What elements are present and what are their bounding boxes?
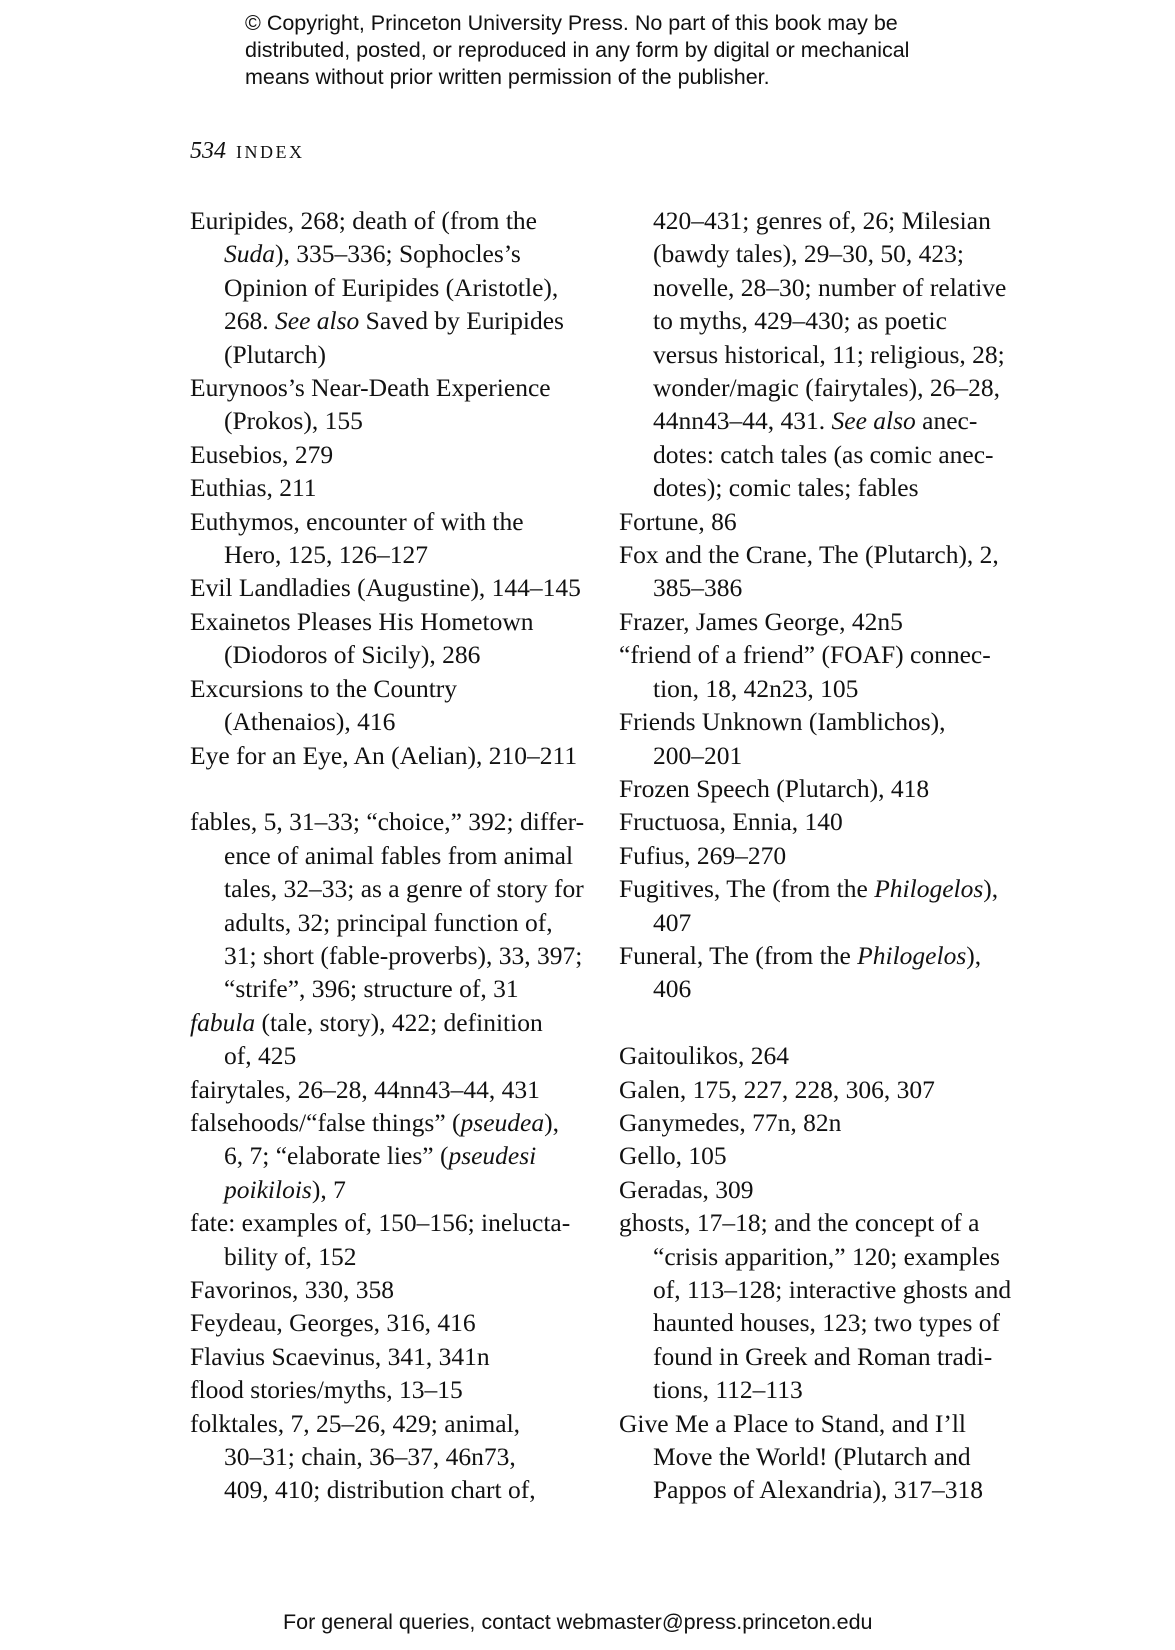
index-entry bbox=[619, 839, 1039, 872]
index-entry-line: dotes: catch tales (as comic anec- bbox=[653, 439, 994, 469]
index-entry-line: Frozen Speech (Plutarch), 418 bbox=[619, 773, 930, 803]
index-entry-line: Euthias, 211 bbox=[190, 473, 317, 503]
index-entry-line: 406 bbox=[653, 974, 692, 1004]
index-entry bbox=[190, 505, 600, 572]
index-column-left bbox=[190, 204, 600, 1507]
index-entry bbox=[619, 538, 1039, 605]
copyright-notice bbox=[245, 10, 1005, 91]
index-entry-line: “friend of a friend” (FOAF) connec- bbox=[619, 640, 991, 670]
index-entry bbox=[619, 505, 1039, 538]
index-entry bbox=[190, 605, 600, 672]
index-entry-line: fairytales, 26–28, 44nn43–44, 431 bbox=[190, 1074, 540, 1104]
index-entry bbox=[190, 672, 600, 739]
index-entry-line: 6, 7; “elaborate lies” (pseudesi bbox=[224, 1141, 537, 1171]
index-entry-line: 385–386 bbox=[653, 573, 743, 603]
index-entry-line: Eurynoos’s Near-Death Experience bbox=[190, 373, 551, 403]
index-entry-line: Fugitives, The (from the Philogelos), bbox=[619, 874, 999, 904]
index-entry-line: Favorinos, 330, 358 bbox=[190, 1274, 394, 1304]
index-entry-line: (Athenaios), 416 bbox=[224, 707, 396, 737]
index-entry-line: flood stories/myths, 13–15 bbox=[190, 1375, 463, 1405]
index-entry bbox=[190, 438, 600, 471]
index-entry-line: Friends Unknown (Iamblichos), bbox=[619, 707, 946, 737]
index-entry-line: 31; short (fable-proverbs), 33, 397; bbox=[224, 940, 583, 970]
index-entry-line: Frazer, James George, 42n5 bbox=[619, 606, 903, 636]
index-entry-line: (bawdy tales), 29–30, 50, 423; bbox=[653, 239, 964, 269]
index-entry-line: Gaitoulikos, 264 bbox=[619, 1041, 789, 1071]
index-entry-line: haunted houses, 123; two types of bbox=[653, 1308, 1001, 1338]
index-entry-line: Opinion of Euripides (Aristotle), bbox=[224, 272, 559, 302]
index-entry bbox=[190, 1006, 600, 1073]
index-entry-line: folktales, 7, 25–26, 429; animal, bbox=[190, 1408, 521, 1438]
index-entry-line: fabula (tale, story), 422; definition bbox=[190, 1007, 543, 1037]
index-entry-line: ence of animal fables from animal bbox=[224, 840, 574, 870]
index-entry-line: tion, 18, 42n23, 105 bbox=[653, 673, 859, 703]
index-entry-line: fate: examples of, 150–156; inelucta- bbox=[190, 1208, 571, 1238]
index-entry bbox=[619, 772, 1039, 805]
index-entry-line: Flavius Scaevinus, 341, 341n bbox=[190, 1341, 490, 1371]
index-entry-line: wonder/magic (fairytales), 26–28, bbox=[653, 373, 1000, 403]
index-entry bbox=[619, 1407, 1039, 1507]
index-entry-line: Eye for an Eye, An (Aelian), 210–211 bbox=[190, 740, 578, 770]
index-entry bbox=[619, 1106, 1039, 1139]
index-entry-line: bility of, 152 bbox=[224, 1241, 357, 1271]
index-entry bbox=[619, 638, 1039, 705]
index-column-right bbox=[619, 204, 1039, 1507]
index-entry-line: Suda), 335–336; Sophocles’s bbox=[224, 239, 521, 269]
index-entry-line: of, 113–128; interactive ghosts and bbox=[653, 1274, 1012, 1304]
index-entry-line: adults, 32; principal function of, bbox=[224, 907, 553, 937]
index-entry-line: Euthymos, encounter of with the bbox=[190, 506, 524, 536]
index-entry bbox=[190, 739, 600, 772]
index-entry bbox=[190, 1306, 600, 1339]
index-entry bbox=[190, 1273, 600, 1306]
index-entry bbox=[190, 1407, 600, 1507]
index-entry-line: Move the World! (Plutarch and bbox=[653, 1442, 971, 1472]
index-entry bbox=[619, 705, 1039, 772]
index-entry bbox=[190, 204, 600, 371]
index-entry-line: (Prokos), 155 bbox=[224, 406, 363, 436]
index-entry-line: novelle, 28–30; number of relative bbox=[653, 272, 1007, 302]
index-entry bbox=[190, 1340, 600, 1373]
index-entry-line: Fructuosa, Ennia, 140 bbox=[619, 807, 843, 837]
index-entry-line: (Diodoros of Sicily), 286 bbox=[224, 640, 481, 670]
index-entry-line: Geradas, 309 bbox=[619, 1174, 754, 1204]
index-entry bbox=[619, 1173, 1039, 1206]
index-entry bbox=[619, 1039, 1039, 1072]
index-entry-line: Feydeau, Georges, 316, 416 bbox=[190, 1308, 476, 1338]
index-entry-line: found in Greek and Roman tradi- bbox=[653, 1341, 993, 1371]
index-entry-line: Galen, 175, 227, 228, 306, 307 bbox=[619, 1074, 935, 1104]
index-entry-line: Ganymedes, 77n, 82n bbox=[619, 1107, 842, 1137]
index-entry-line: Gello, 105 bbox=[619, 1141, 727, 1171]
index-entry-line: 200–201 bbox=[653, 740, 743, 770]
copyright-line: means without prior written permission of the publisher. bbox=[245, 65, 770, 89]
index-entry-line: Eusebios, 279 bbox=[190, 439, 334, 469]
index-entry-line: versus historical, 11; religious, 28; bbox=[653, 339, 1005, 369]
index-entry-line: Fufius, 269–270 bbox=[619, 840, 787, 870]
index-entry-line: of, 425 bbox=[224, 1041, 297, 1071]
index-entry-line: poikilois), 7 bbox=[224, 1174, 346, 1204]
index-entry-line: Give Me a Place to Stand, and I’ll bbox=[619, 1408, 966, 1438]
index-entry-line: 268. See also Saved by Euripides bbox=[224, 306, 564, 336]
running-head bbox=[190, 139, 305, 164]
index-entry-line: Hero, 125, 126–127 bbox=[224, 540, 428, 570]
index-entry-line: to myths, 429–430; as poetic bbox=[653, 306, 947, 336]
index-entry bbox=[619, 1073, 1039, 1106]
index-entry-line: 409, 410; distribution chart of, bbox=[224, 1475, 536, 1505]
index-entry-line: Fortune, 86 bbox=[619, 506, 737, 536]
index-entry bbox=[619, 1206, 1039, 1406]
index-entry-line: 420–431; genres of, 26; Milesian bbox=[653, 206, 991, 235]
index-entry bbox=[619, 805, 1039, 838]
index-entry-line: Funeral, The (from the Philogelos), bbox=[619, 940, 982, 970]
index-entry-line: Fox and the Crane, The (Plutarch), 2, bbox=[619, 540, 999, 570]
index-entry-line: 407 bbox=[653, 907, 692, 937]
letter-group-gap bbox=[190, 772, 600, 805]
letter-group-gap bbox=[619, 1006, 1039, 1039]
copyright-line: distributed, posted, or reproduced in any form by digital or mechanical bbox=[245, 38, 910, 62]
index-entry bbox=[190, 805, 600, 1005]
index-entry-line: ghosts, 17–18; and the concept of a bbox=[619, 1208, 980, 1238]
index-entry-line: Euripides, 268; death of (from the bbox=[190, 206, 537, 235]
index-entry-line: Exainetos Pleases His Hometown bbox=[190, 606, 534, 636]
index-entry-line: tales, 32–33; as a genre of story for bbox=[224, 874, 584, 904]
index-entry bbox=[619, 1139, 1039, 1172]
section-title: INDEX bbox=[236, 142, 305, 162]
index-entry-line: Evil Landladies (Augustine), 144–145 bbox=[190, 573, 581, 603]
index-entry-line: fables, 5, 31–33; “choice,” 392; differ- bbox=[190, 807, 585, 837]
index-entry bbox=[190, 1106, 600, 1206]
index-entry-line: falsehoods/“false things” (pseudea), bbox=[190, 1107, 559, 1137]
index-entry-continued bbox=[619, 204, 1039, 505]
index-entry-line: 44nn43–44, 431. See also anec- bbox=[653, 406, 978, 436]
index-entry-line: dotes); comic tales; fables bbox=[653, 473, 919, 503]
index-entry bbox=[619, 939, 1039, 1006]
index-entry bbox=[619, 872, 1039, 939]
index-entry bbox=[619, 605, 1039, 638]
index-entry-line: Excursions to the Country bbox=[190, 673, 458, 703]
index-entry bbox=[190, 371, 600, 438]
page-number: 534 bbox=[190, 138, 226, 164]
index-entry bbox=[190, 571, 600, 604]
index-entry-line: tions, 112–113 bbox=[653, 1375, 803, 1405]
index-entry-line: “strife”, 396; structure of, 31 bbox=[224, 974, 519, 1004]
index-entry-line: (Plutarch) bbox=[224, 339, 326, 369]
index-entry bbox=[190, 1206, 600, 1273]
index-entry bbox=[190, 1373, 600, 1406]
index-entry bbox=[190, 471, 600, 504]
footer-contact: For general queries, contact webmaster@press.princeton.edu bbox=[283, 1610, 873, 1634]
index-entry-line: 30–31; chain, 36–37, 46n73, bbox=[224, 1442, 516, 1472]
copyright-line: © Copyright, Princeton University Press. No part of this book may be bbox=[245, 11, 898, 35]
index-entry-line: Pappos of Alexandria), 317–318 bbox=[653, 1475, 984, 1505]
index-entry bbox=[190, 1073, 600, 1106]
index-entry-line: “crisis apparition,” 120; examples bbox=[653, 1241, 1000, 1271]
